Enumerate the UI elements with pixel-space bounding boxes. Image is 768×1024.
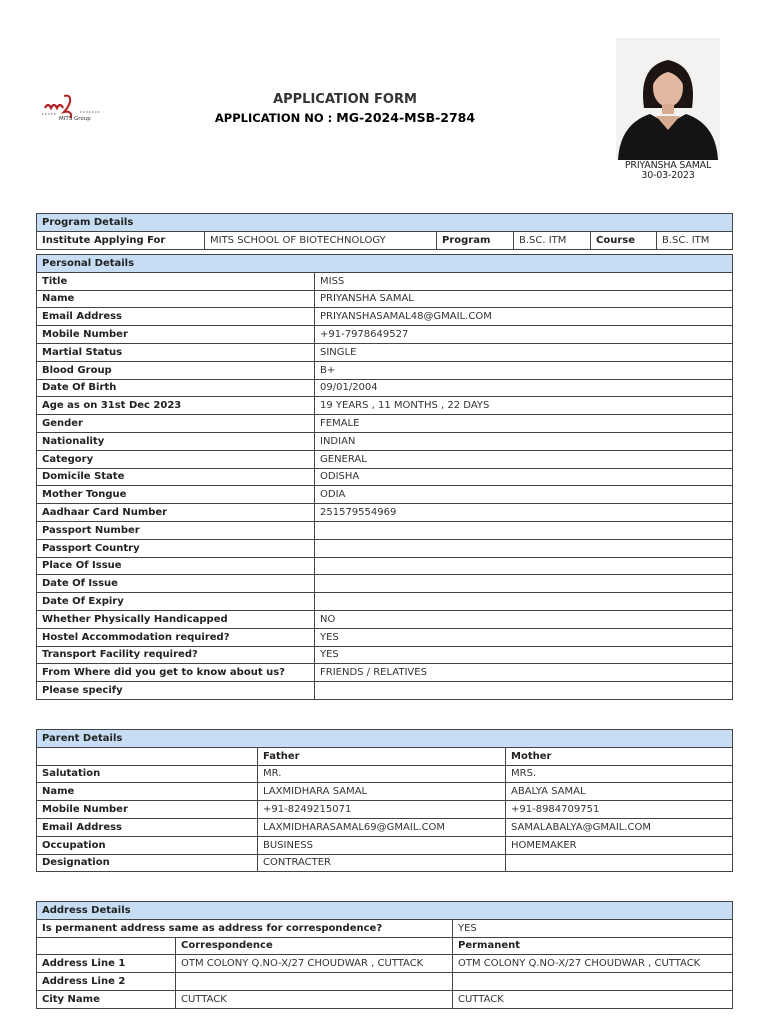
personal-field-value: +91-7978649527 — [315, 326, 733, 344]
table-row — [37, 231, 733, 249]
father-column-header: Father — [258, 747, 506, 765]
personal-field-label: Age as on 31st Dec 2023 — [37, 397, 315, 415]
institute-value: MITS SCHOOL OF BIOTECHNOLOGY — [205, 231, 437, 249]
personal-field-value: INDIAN — [315, 432, 733, 450]
program-label: Program — [437, 231, 514, 249]
table-row — [37, 557, 733, 575]
personal-field-value — [315, 682, 733, 700]
table-row — [37, 854, 733, 872]
applicant-photo — [616, 38, 720, 160]
parent-column-header-row — [37, 747, 733, 765]
correspondence-address-value: OTM COLONY Q.NO-X/27 CHOUDWAR , CUTTACK — [176, 955, 453, 973]
photo-caption-date: 30-03-2023 — [641, 170, 695, 181]
table-row — [37, 272, 733, 290]
personal-details-table — [36, 254, 733, 700]
mother-field-value: +91-8984709751 — [506, 801, 733, 819]
same-address-row — [37, 919, 733, 937]
personal-field-label: From Where did you get to know about us? — [37, 664, 315, 682]
personal-field-label: Blood Group — [37, 361, 315, 379]
parent-field-label: Designation — [37, 854, 258, 872]
address-field-label: Address Line 2 — [37, 973, 176, 991]
table-row — [37, 521, 733, 539]
personal-field-value: 09/01/2004 — [315, 379, 733, 397]
table-row — [37, 504, 733, 522]
permanent-column-header: Permanent — [453, 937, 733, 955]
personal-field-label: Title — [37, 272, 315, 290]
personal-field-label: Date Of Expiry — [37, 593, 315, 611]
permanent-address-value: OTM COLONY Q.NO-X/27 CHOUDWAR , CUTTACK — [453, 955, 733, 973]
personal-field-label: Passport Country — [37, 539, 315, 557]
personal-field-label: Hostel Accommodation required? — [37, 628, 315, 646]
personal-field-label: Name — [37, 290, 315, 308]
table-row — [37, 415, 733, 433]
personal-field-label: Date Of Birth — [37, 379, 315, 397]
personal-field-value: PRIYANSHASAMAL48@GMAIL.COM — [315, 308, 733, 326]
personal-field-value: ODISHA — [315, 468, 733, 486]
section-header-row — [37, 214, 733, 232]
table-row — [37, 575, 733, 593]
table-row — [37, 486, 733, 504]
personal-field-value: PRIYANSHA SAMAL — [315, 290, 733, 308]
correspondence-address-value: CUTTACK — [176, 990, 453, 1008]
mother-field-value: SAMALABALYA@GMAIL.COM — [506, 818, 733, 836]
program-details-heading: Program Details — [37, 214, 733, 232]
table-row — [37, 836, 733, 854]
section-header-row — [37, 902, 733, 920]
personal-details-heading: Personal Details — [37, 255, 733, 273]
table-row — [37, 468, 733, 486]
permanent-address-value — [453, 973, 733, 991]
parent-field-label: Salutation — [37, 765, 258, 783]
father-field-value: +91-8249215071 — [258, 801, 506, 819]
personal-field-label: Whether Physically Handicapped — [37, 610, 315, 628]
table-row — [37, 379, 733, 397]
personal-field-label: Passport Number — [37, 521, 315, 539]
parent-details-table — [36, 729, 733, 872]
address-field-label: City Name — [37, 990, 176, 1008]
personal-field-value: MISS — [315, 272, 733, 290]
personal-field-value: 19 YEARS , 11 MONTHS , 22 DAYS — [315, 397, 733, 415]
mother-column-header: Mother — [506, 747, 733, 765]
table-row — [37, 801, 733, 819]
father-field-value: CONTRACTER — [258, 854, 506, 872]
address-column-header-row — [37, 937, 733, 955]
application-number — [200, 110, 490, 125]
parent-field-label: Mobile Number — [37, 801, 258, 819]
table-row — [37, 593, 733, 611]
table-row — [37, 973, 733, 991]
table-row — [37, 361, 733, 379]
personal-field-value: GENERAL — [315, 450, 733, 468]
personal-field-value: NO — [315, 610, 733, 628]
personal-field-label: Mother Tongue — [37, 486, 315, 504]
same-address-question: Is permanent address same as address for correspondence? — [37, 919, 453, 937]
personal-field-value: YES — [315, 646, 733, 664]
table-row — [37, 682, 733, 700]
personal-field-value — [315, 539, 733, 557]
personal-field-label: Place Of Issue — [37, 557, 315, 575]
personal-field-value: ODIA — [315, 486, 733, 504]
personal-field-value: FRIENDS / RELATIVES — [315, 664, 733, 682]
father-field-value: LAXMIDHARA SAMAL — [258, 783, 506, 801]
table-row — [37, 343, 733, 361]
correspondence-column-header: Correspondence — [176, 937, 453, 955]
mother-field-value: ABALYA SAMAL — [506, 783, 733, 801]
address-details-table — [36, 901, 733, 1009]
program-details-table — [36, 213, 733, 250]
personal-field-value: YES — [315, 628, 733, 646]
parent-field-label: Email Address — [37, 818, 258, 836]
mother-field-value: MRS. — [506, 765, 733, 783]
table-row — [37, 326, 733, 344]
table-row — [37, 955, 733, 973]
personal-field-value: SINGLE — [315, 343, 733, 361]
table-row — [37, 432, 733, 450]
table-row — [37, 450, 733, 468]
table-row — [37, 610, 733, 628]
personal-field-label: Aadhaar Card Number — [37, 504, 315, 522]
personal-field-label: Please specify — [37, 682, 315, 700]
table-row — [37, 664, 733, 682]
table-row — [37, 990, 733, 1008]
parent-field-label: Name — [37, 783, 258, 801]
personal-field-value: B+ — [315, 361, 733, 379]
application-number-label: APPLICATION NO : — [214, 111, 333, 125]
personal-field-label: Martial Status — [37, 343, 315, 361]
personal-field-value — [315, 557, 733, 575]
personal-field-label: Category — [37, 450, 315, 468]
table-row — [37, 783, 733, 801]
same-address-answer: YES — [453, 919, 733, 937]
svg-text:MITS Group: MITS Group — [59, 116, 91, 122]
father-field-value: MR. — [258, 765, 506, 783]
personal-field-value — [315, 575, 733, 593]
address-details-heading: Address Details — [37, 902, 733, 920]
mother-field-value: HOMEMAKER — [506, 836, 733, 854]
institute-label: Institute Applying For — [37, 231, 205, 249]
personal-field-label: Date Of Issue — [37, 575, 315, 593]
table-row — [37, 765, 733, 783]
table-row — [37, 290, 733, 308]
course-label: Course — [591, 231, 657, 249]
table-row — [37, 628, 733, 646]
personal-field-label: Transport Facility required? — [37, 646, 315, 664]
father-field-value: BUSINESS — [258, 836, 506, 854]
photo-caption-name: PRIYANSHA SAMAL — [624, 160, 712, 171]
personal-field-label: Gender — [37, 415, 315, 433]
mits-group-logo — [40, 88, 102, 128]
personal-field-label: Domicile State — [37, 468, 315, 486]
mother-field-value — [506, 854, 733, 872]
course-value: B.SC. ITM — [657, 231, 733, 249]
personal-field-label: Email Address — [37, 308, 315, 326]
table-row — [37, 397, 733, 415]
table-row — [37, 646, 733, 664]
personal-field-label: Nationality — [37, 432, 315, 450]
parent-field-label: Occupation — [37, 836, 258, 854]
address-field-label: Address Line 1 — [37, 955, 176, 973]
personal-field-value — [315, 593, 733, 611]
table-row — [37, 818, 733, 836]
program-value: B.SC. ITM — [514, 231, 591, 249]
father-field-value: LAXMIDHARASAMAL69@GMAIL.COM — [258, 818, 506, 836]
personal-field-value: FEMALE — [315, 415, 733, 433]
parent-details-heading: Parent Details — [37, 730, 733, 748]
table-row — [37, 539, 733, 557]
correspondence-address-value — [176, 973, 453, 991]
table-row — [37, 308, 733, 326]
personal-field-value: 251579554969 — [315, 504, 733, 522]
section-header-row — [37, 255, 733, 273]
form-title: APPLICATION FORM — [273, 92, 417, 107]
personal-field-label: Mobile Number — [37, 326, 315, 344]
personal-field-value — [315, 521, 733, 539]
application-number-value: MG-2024-MSB-2784 — [336, 110, 476, 125]
section-header-row — [37, 730, 733, 748]
permanent-address-value: CUTTACK — [453, 990, 733, 1008]
